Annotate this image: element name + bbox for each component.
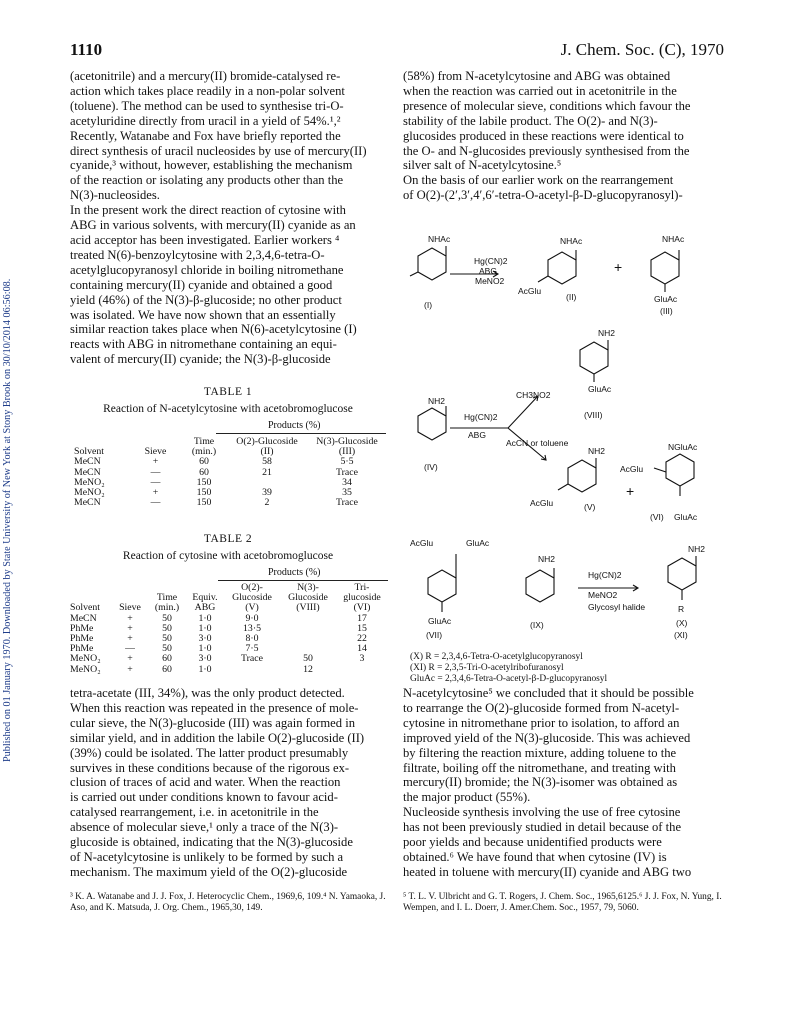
table-cell: MeCN (74, 497, 101, 509)
text-line: catalysed rearrangement, i.e. in acetonitrile in the (70, 805, 319, 820)
footnotes-right (403, 892, 723, 914)
scheme-label: NH2 (428, 396, 446, 406)
scheme-label: NH2 (688, 544, 706, 554)
table2-products-label: Products (%) (268, 567, 321, 578)
scheme-label: NHAc (560, 236, 583, 246)
table-cell: 50 (162, 643, 172, 655)
compound-label: (VII) (426, 630, 443, 640)
scheme-label: AcGlu (620, 464, 644, 474)
scheme-label: NH2 (598, 328, 616, 338)
text-line: the major product (55%). (403, 790, 531, 805)
table-cell: 3·0 (198, 653, 212, 665)
table-cell: MeCN (74, 466, 101, 478)
scheme-label: GluAc (466, 538, 490, 548)
text-line: when the reaction was carried out in acetonitrile in the (403, 83, 677, 98)
table-cell: 17 (357, 612, 367, 624)
table-cell: 1·0 (198, 622, 212, 634)
text-line: mechanism. The maximum yield of the O(2)-glucoside (70, 864, 348, 879)
table-cell: 1·0 (198, 612, 212, 624)
text-line: valent of mercury(II) cyanide; the N(3)-β-glucoside (70, 352, 331, 367)
table-cell: — (150, 476, 161, 488)
compound-label: (XI) (674, 630, 688, 640)
text-line: similar reaction takes place when N(6)-acetylcytosine (I) (70, 322, 357, 337)
scheme-label: GluAc (654, 294, 678, 304)
compound-label: (X) (676, 618, 688, 628)
text-line: filtrate, boiling off the nitromethane, and treating with (403, 760, 676, 775)
table-row (74, 478, 388, 488)
left-column-bottom (70, 686, 388, 880)
table-cell: + (127, 622, 133, 634)
table2-products-rule (218, 580, 388, 581)
table-cell: 50 (303, 653, 313, 665)
text-line: the O- and N-glucosides previously synthesised from the (403, 143, 690, 158)
text-line: treated N(6)-benzoylcytosine with 2,3,4,6-tetra-O- (70, 247, 325, 262)
footnote-line: ³ K. A. Watanabe and J. J. Fox, J. Heterocyclic Chem., 1969, (70, 892, 298, 902)
text-line: cular sieve, the N(3)-glucoside (III) was again formed in (70, 715, 355, 730)
table-cell: 1·0 (198, 643, 212, 655)
table-row (70, 624, 388, 634)
table-cell: Trace (336, 466, 358, 478)
scheme-label: AcGlu (518, 286, 542, 296)
table2 (70, 583, 388, 675)
scheme-label: Hg(CN)2 (464, 412, 498, 422)
table-row (70, 665, 388, 675)
table-cell: PhMe (70, 622, 94, 634)
journal-header: J. Chem. Soc. (C), 1970 (560, 40, 724, 59)
table-cell: 15 (357, 622, 367, 634)
reaction-scheme (398, 228, 733, 668)
footnote-line: 6125. (617, 892, 640, 902)
table-cell: 60 (162, 663, 172, 675)
text-line: Nucleoside synthesis involving the use of free cytosine (403, 805, 681, 820)
table-cell: — (150, 497, 161, 509)
text-line: On the basis of our earlier work on the rearrangement (403, 173, 674, 188)
text-line: survives in these conditions because of the rigorous ex- (70, 760, 350, 775)
text-line: tetra-acetate (III, 34%), was the only product detected. (70, 686, 345, 700)
text-line: poor yields and because unidentified products were (403, 835, 662, 850)
table2-title: TABLE 2 (203, 533, 253, 545)
footnote-line: Chem. Soc., 1957, 79, 5060. (532, 903, 639, 913)
text-line: cytosine in nitromethane prior to isolation, to afford an (403, 715, 680, 730)
page-number: 1110 (70, 40, 103, 59)
text-line: presence of molecular sieve, conditions which favour the (403, 98, 691, 113)
table-cell: 150 (196, 476, 212, 488)
text-line: glucoside is obtained, indicating that the N(3)-glucoside (70, 835, 353, 850)
text-line: by filtering the reaction mixture, adding toluene to the (403, 745, 677, 760)
table2-header: Time (min.) (154, 592, 180, 614)
text-line: absence of molecular sieve,¹ only a trace of the N(3)- (70, 820, 339, 835)
footnote-line: 6, 109. (297, 892, 324, 902)
scheme-label: GluAc (588, 384, 612, 394)
table-cell: 3 (359, 653, 365, 665)
table-cell (336, 665, 388, 675)
scheme-label: R (678, 604, 685, 614)
table-cell: MeNO₂ (74, 487, 105, 499)
svg-text:+: + (626, 483, 635, 499)
table-cell: PhMe (70, 633, 94, 645)
text-line: (58%) from N-acetylcytosine and ABG was obtained (403, 69, 671, 83)
table-cell: 150 (196, 487, 212, 499)
text-line: was isolated. We have now shown that an essentially (70, 307, 336, 322)
compound-label: (V) (584, 502, 596, 512)
compound-label: (III) (660, 306, 673, 316)
table-row (70, 614, 388, 624)
text-line: of the reaction or isolating any products other than the (70, 173, 344, 188)
table-cell: PhMe (70, 643, 94, 655)
text-line: acid acceptor has been investigated. Earlier workers ⁴ (70, 232, 340, 247)
table-row (74, 468, 388, 478)
table-cell: 50 (162, 612, 172, 624)
scheme-label: AcCN or toluene (506, 438, 569, 448)
text-line: ABG in various solvents, with mercury(II) cyanide as an (70, 218, 356, 233)
text-line: (39%) could be isolated. The latter product presumably (70, 745, 349, 760)
text-line: has not been previously studied in detail because of the (403, 820, 682, 835)
text-line: cyanide,³ without, however, establishing the mechanism (70, 158, 353, 173)
scheme-label: MeNO2 (588, 590, 618, 600)
scheme-legend: (X) R = 2,3,4,6-Tetra-O-acetylglucopyranosyl (XI) R = 2,3,5-Tri-O-acetylribofuranosyl GluAc = 2,3,4,6-Tetra-O-acetyl-β-D-glucopyranosyl (410, 652, 608, 684)
table-cell: 50 (162, 622, 172, 634)
text-line: stability of the labile product. The O(2)- and N(3)- (403, 113, 658, 128)
compound-label: (I) (424, 300, 433, 310)
footnote-line: ⁵ T. L. V. Ulbricht and G. T. Rogers, J. Chem. Soc., 1965, (403, 892, 618, 902)
scheme-label: AcGlu (530, 498, 554, 508)
table1 (74, 437, 388, 508)
scheme-label: Hg(CN)2 (588, 570, 622, 580)
footnotes-left (70, 892, 388, 914)
table1-products-rule (216, 433, 386, 434)
table2-header: Sieve (119, 602, 141, 614)
scheme-label: Hg(CN)2 (474, 256, 508, 266)
table2-header: Solvent (70, 602, 100, 614)
table-cell (280, 614, 336, 624)
table-cell: + (127, 663, 133, 675)
table-cell: 9·0 (245, 612, 259, 624)
compound-label: (IX) (530, 620, 544, 630)
table-cell: Trace (336, 497, 358, 509)
table-row (70, 634, 388, 644)
text-line: heated in toluene with mercury(II) cyanide and ABG two (403, 864, 692, 879)
text-line: N-acetylcytosine⁵ we concluded that it should be possible (403, 686, 694, 700)
scheme-label: NHAc (662, 234, 685, 244)
table-cell: 3·0 (198, 633, 212, 645)
text-line: silver salt of N-acetylcytosine.⁵ (403, 158, 562, 173)
table-cell: 12 (303, 663, 313, 675)
table-cell: + (127, 633, 133, 645)
scheme-label: CH3NO2 (516, 390, 551, 400)
text-line: glucosides produced in these reactions were identical to (403, 128, 684, 143)
table-cell (280, 634, 336, 644)
table-cell: 150 (196, 497, 212, 509)
table-cell: + (127, 653, 133, 665)
table-cell: + (127, 612, 133, 624)
text-line: improved yield of the N(3)-glucoside. This was achieved (403, 730, 691, 745)
table1-header: Time (min.) (191, 436, 217, 458)
text-line: (toluene). The method can be used to synthesise tri-O- (70, 98, 344, 113)
table-cell: MeNO₂ (70, 653, 101, 665)
compound-label: (IV) (424, 462, 438, 472)
text-line: (acetonitrile) and a mercury(II) bromide-catalysed re- (70, 69, 341, 83)
text-line: is carried out under conditions known to favour acid- (70, 790, 338, 805)
svg-text:+: + (614, 259, 623, 275)
table-cell: Trace (241, 653, 263, 665)
scheme-label: AcGlu (410, 538, 434, 548)
table-cell: 39 (262, 487, 272, 499)
table-cell: MeCN (74, 456, 101, 468)
table-cell: 7·5 (245, 643, 259, 655)
text-line: similar yield, and in addition the labile O(2)-glucoside (II) (70, 730, 365, 745)
text-line: of O(2)-(2′,3′,4′,6′-tetra-O-acetyl-β-D-glucopyranosyl)- (403, 188, 683, 203)
scheme-label: NHAc (428, 234, 451, 244)
text-line: containing mercury(II) cyanide and obtained a good (70, 277, 333, 292)
table-cell: + (152, 487, 159, 499)
table-cell: — (125, 643, 135, 655)
scheme-label: Glycosyl halide (588, 602, 646, 612)
text-line: In the present work the direct reaction of cytosine with (70, 203, 346, 218)
table-cell: 35 (342, 487, 352, 499)
table-cell: 2 (264, 497, 270, 509)
text-line: action which takes place readily in a non-polar solvent (70, 83, 345, 98)
table1-title: TABLE 1 (203, 386, 253, 398)
table1-header: O(2)-Glucoside (II) (236, 436, 298, 458)
table-cell: 50 (162, 633, 172, 645)
text-line: mercury(II) bromide; the N(3)-isomer was obtained as (403, 775, 678, 790)
text-line: acetylglucopyranosyl chloride in boiling nitromethane (70, 262, 344, 277)
download-watermark: Published on 01 January 1970. Downloaded by State University of New York at Stony Brook on 30/10/2014 06:56:08. (2, 278, 13, 762)
text-line: obtained.⁶ We have found that when cytosine (IV) is (403, 849, 667, 864)
table-cell: 60 (199, 466, 209, 478)
table-cell: — (150, 466, 161, 478)
table-cell: 14 (357, 643, 367, 655)
table1-header: Solvent (74, 446, 104, 458)
table2-header: N(3)- Glucoside (VIII) (288, 582, 328, 614)
table1-header: Sieve (144, 446, 167, 458)
table-cell (280, 624, 336, 634)
text-line: When this reaction was repeated in the presence of mole- (70, 700, 359, 715)
right-column-bottom (403, 686, 723, 880)
table2-header: O(2)- Glucoside (V) (232, 582, 272, 614)
text-line: clusion of traces of acid and water. When the reaction (70, 775, 341, 790)
text-line: N(3)-nucleosides. (70, 188, 160, 203)
table-cell: MeCN (70, 612, 97, 624)
table-row (74, 498, 388, 508)
table-cell: MeNO₂ (70, 663, 101, 675)
table2-header: Tri- glucoside (VI) (343, 582, 381, 614)
table-cell: 22 (357, 633, 367, 645)
table-cell: 21 (262, 466, 272, 478)
table-cell: 5·5 (340, 456, 354, 468)
table-cell: 60 (199, 456, 209, 468)
scheme-label: GluAc (428, 616, 452, 626)
left-column-top (70, 69, 388, 367)
table-cell: 8·0 (245, 633, 259, 645)
table-cell (224, 665, 280, 675)
compound-label: (II) (566, 292, 577, 302)
footnote-line: ⁴ N. Yamaoka, J. Aso, and K. Matsuda, J. Org. Chem., 1965, (70, 892, 386, 913)
table1-products-label: Products (%) (268, 420, 321, 431)
compound-label: (VIII) (584, 410, 603, 420)
table2-header: Equiv. ABG (192, 592, 218, 614)
table1-header: N(3)-Glucoside (III) (316, 436, 378, 458)
table-cell: 60 (162, 653, 172, 665)
text-line: of N-acetylcytosine is unlikely to be formed by such a (70, 849, 344, 864)
table-row (70, 644, 388, 654)
table-cell: 58 (262, 456, 272, 468)
scheme-label: NH2 (588, 446, 606, 456)
footnote-line: 30, 149. (232, 903, 263, 913)
scheme-label: ABG (479, 266, 497, 276)
text-line: to rearrange the O(2)-glucoside formed from N-acetyl- (403, 700, 680, 715)
table-cell: 13·5 (243, 622, 261, 634)
table-row (70, 654, 388, 664)
text-line: Recently, Watanabe and Fox have briefly reported the (70, 128, 341, 143)
table-cell: MeNO₂ (74, 476, 105, 488)
scheme-label: NH2 (538, 554, 556, 564)
table-cell: + (152, 456, 159, 468)
scheme-label: GluAc (674, 512, 698, 522)
table-cell: 1·0 (198, 663, 212, 675)
text-line: direct synthesis of uracil nucleosides by use of mercury(II) (70, 143, 367, 158)
table1-caption: Reaction of N-acetylcytosine with acetobromoglucose (103, 403, 353, 415)
scheme-label: NGluAc (668, 442, 698, 452)
footnote-line: ⁶ J. J. Fox, N. Yung, I. Wempen, and I. L. Doerr, J. Amer. (403, 892, 722, 913)
table-cell: 34 (342, 476, 352, 488)
table2-caption: Reaction of cytosine with acetobromoglucose (122, 550, 334, 562)
right-column-top (403, 69, 723, 203)
scheme-label: MeNO2 (475, 276, 505, 286)
text-line: yield (46%) of the N(3)-β-glucoside; no other product (70, 292, 342, 307)
text-line: reacts with ABG in nitromethane containing an equi- (70, 337, 337, 352)
scheme-label: ABG (468, 430, 486, 440)
text-line: acetyluridine directly from uracil in a yield of 54%.¹,² (70, 113, 341, 128)
compound-label: (VI) (650, 512, 664, 522)
